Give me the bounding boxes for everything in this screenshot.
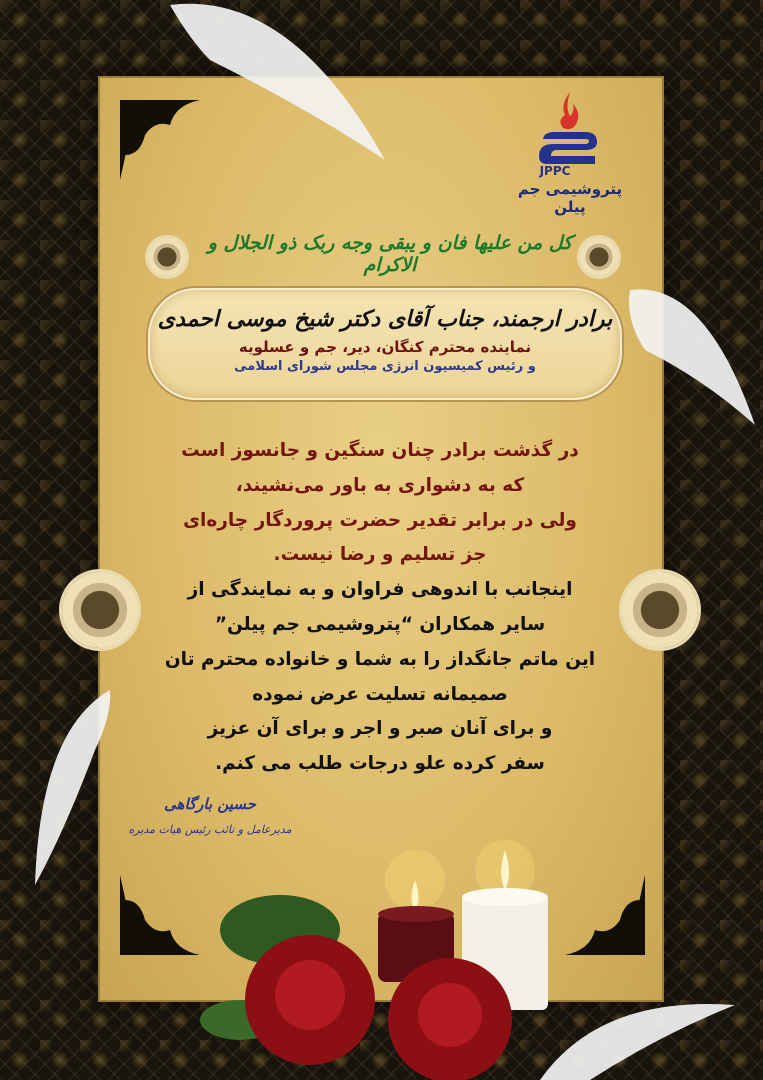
message-line: جز تسلیم و رضا نیست. — [273, 544, 487, 566]
condolence-message — [130, 434, 630, 782]
message-line: در گذشت برادر چنان سنگین و جانسوز است — [181, 440, 579, 461]
message-line: سفر کرده علو درجات طلب می کنم. — [215, 753, 545, 775]
recipient-role-2: و رئیس کمیسیون انرژی مجلس شورای اسلامی — [234, 359, 536, 374]
message-line: ولی در برابر تقدیر حضرت پروردگار چاره‌ای — [183, 509, 577, 531]
signature-name: حسین بارگاهی — [164, 795, 256, 813]
message-line: سایر همکاران “پتروشیمی جم پیلن” — [214, 613, 546, 635]
quran-verse: کل من علیها فان و یبقی وجه ربک ذو الجلال و الاکرام — [207, 232, 573, 276]
corner-ornament-bottom-left — [115, 870, 205, 960]
message-line: صمیمانه تسلیت عرض نموده — [252, 683, 508, 705]
signature-title: مدیرعامل و نائب رئیس هیات مدیره — [128, 823, 292, 836]
logo-name: پتروشیمی جم پیلن — [517, 180, 623, 216]
recipient-name: برادر ارجمند، جناب آقای دکتر شیخ موسی احمدی — [157, 306, 613, 332]
roses-icon — [200, 870, 580, 1080]
feather-right-icon — [625, 280, 760, 430]
jppc-logo-icon — [535, 90, 605, 170]
recipient-role-1: نماینده محترم کنگان، دیر، جم و عسلویه — [238, 338, 532, 356]
recipient-cartouche — [148, 288, 622, 400]
message-line: این ماتم جانگداز را به شما و خانواده محترم تان — [164, 648, 596, 670]
message-line: و برای آنان صبر و اجر و برای آن عزیز — [207, 718, 553, 740]
logo-abbr: JPPC — [539, 164, 571, 178]
feather-top-icon — [170, 0, 400, 170]
message-line: که به دشواری به باور می‌نشیند، — [235, 474, 525, 496]
message-line: اینجانب با اندوهی فراوان و به نمایندگی از — [187, 579, 573, 601]
company-logo — [505, 90, 635, 216]
feather-bottom-icon — [540, 995, 740, 1080]
feather-left-icon — [20, 690, 120, 890]
signature-block — [110, 795, 310, 836]
rosette-left-large — [62, 572, 138, 648]
rosette-right-large — [622, 572, 698, 648]
